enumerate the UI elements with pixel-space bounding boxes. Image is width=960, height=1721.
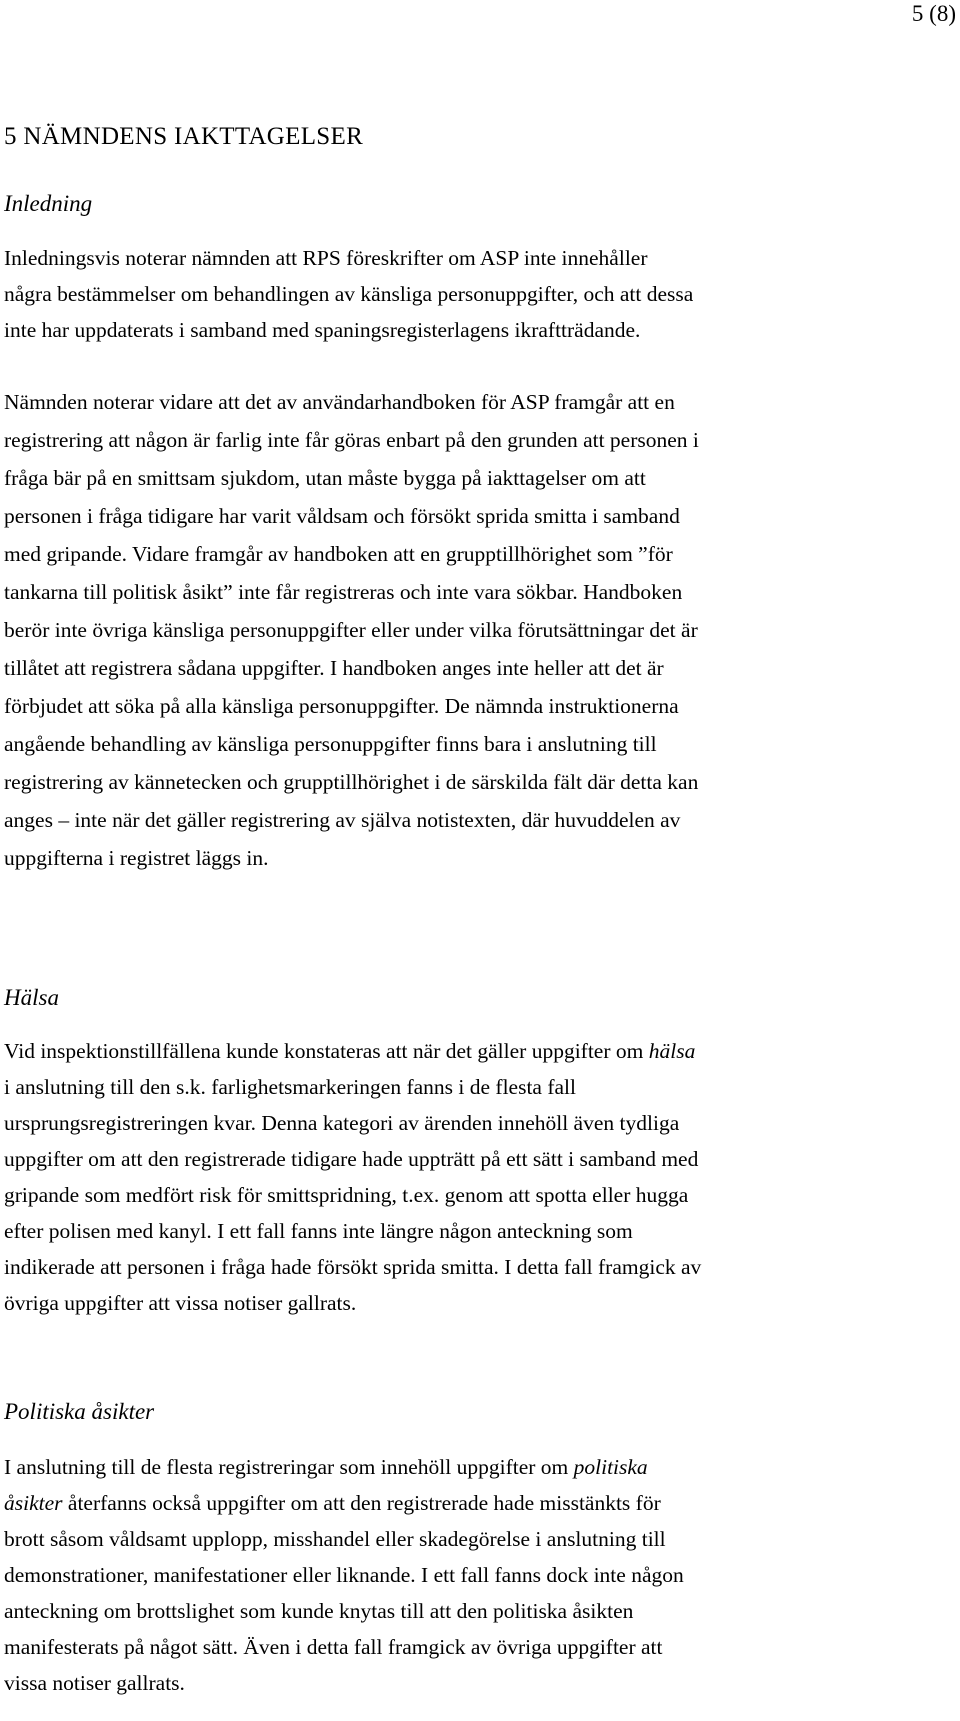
text-line: anges – inte när det gäller registrering av själva notistexten, där huvuddelen av (4, 808, 681, 832)
text-line: fråga bär på en smittsam sjukdom, utan måste bygga på iakttagelser om att (4, 466, 646, 490)
text-run: återfanns också uppgifter om att den registrerade hade misstänkts för (62, 1491, 661, 1515)
text-run: Vid inspektionstillfällena kunde konstateras att när det gäller uppgifter om (4, 1039, 649, 1063)
text-line: uppgifterna i registret läggs in. (4, 846, 269, 870)
text-line: tankarna till politisk åsikt” inte får registreras och inte vara sökbar. Handboken (4, 580, 683, 604)
text-line: tillåtet att registrera sådana uppgifter. I handboken anges inte heller att det är (4, 656, 664, 680)
text-line: Nämnden noterar vidare att det av användarhandboken för ASP framgår att en (4, 390, 675, 414)
text-line: efter polisen med kanyl. I ett fall fanns inte längre någon anteckning som (4, 1219, 633, 1243)
paragraph-inledning-2 (4, 383, 960, 877)
emphasis-text: åsikter (4, 1491, 63, 1515)
text-line: några bestämmelser om behandlingen av känsliga personuppgifter, och att dessa (4, 282, 694, 306)
section-heading: 5 NÄMNDENS IAKTTAGELSER (4, 123, 364, 150)
text-line (4, 1485, 960, 1521)
text-line: registrering av kännetecken och grupptillhörighet i de särskilda fält där detta kan (4, 770, 699, 794)
text-line (4, 1449, 960, 1485)
text-line: angående behandling av känsliga personuppgifter finns bara i anslutning till (4, 732, 657, 756)
paragraph-halsa (4, 1033, 960, 1321)
text-line: med gripande. Vidare framgår av handboken att en grupptillhörighet som ”för (4, 542, 673, 566)
text-line: i anslutning till den s.k. farlighetsmarkeringen fanns i de flesta fall (4, 1075, 576, 1099)
emphasis-text: hälsa (648, 1039, 696, 1063)
text-line: gripande som medfört risk för smittspridning, t.ex. genom att spotta eller hugga (4, 1183, 689, 1207)
text-line: vissa notiser gallrats. (4, 1671, 185, 1695)
subheading-politiska-asikter: Politiska åsikter (4, 1399, 155, 1424)
text-line: ursprungsregistreringen kvar. Denna kategori av ärenden innehöll även tydliga (4, 1111, 680, 1135)
text-run: I anslutning till de flesta registreringar som innehöll uppgifter om (4, 1455, 574, 1479)
text-line: anteckning om brottslighet som kunde knytas till att den politiska åsikten (4, 1599, 634, 1623)
text-line: uppgifter om att den registrerade tidigare hade uppträtt på ett sätt i samband med (4, 1147, 699, 1171)
subheading-halsa: Hälsa (4, 985, 59, 1010)
text-line: Inledningsvis noterar nämnden att RPS föreskrifter om ASP inte innehåller (4, 246, 648, 270)
page-number: 5 (8) (911, 1, 956, 26)
paragraph-inledning-1 (4, 240, 960, 348)
text-line: inte har uppdaterats i samband med spaningsregisterlagens ikraftträdande. (4, 318, 641, 342)
text-line: demonstrationer, manifestationer eller liknande. I ett fall fanns dock inte någon (4, 1563, 684, 1587)
text-line: brott såsom våldsamt upplopp, misshandel eller skadegörelse i anslutning till (4, 1527, 666, 1551)
text-line: registrering att någon är farlig inte får göras enbart på den grunden att personen i (4, 428, 699, 452)
text-line: manifesterats på något sätt. Även i detta fall framgick av övriga uppgifter att (4, 1635, 663, 1659)
text-line: förbjudet att söka på alla känsliga personuppgifter. De nämnda instruktionerna (4, 694, 679, 718)
text-line (4, 1033, 960, 1069)
text-line: indikerade att personen i fråga hade försökt sprida smitta. I detta fall framgick av (4, 1255, 702, 1279)
text-line: berör inte övriga känsliga personuppgifter eller under vilka förutsättningar det är (4, 618, 698, 642)
paragraph-politiska-asikter (4, 1449, 960, 1701)
subheading-inledning: Inledning (4, 191, 93, 216)
text-line: övriga uppgifter att vissa notiser gallrats. (4, 1291, 357, 1315)
text-line: personen i fråga tidigare har varit våldsam och försökt sprida smitta i samband (4, 504, 680, 528)
emphasis-text: politiska (573, 1455, 648, 1479)
